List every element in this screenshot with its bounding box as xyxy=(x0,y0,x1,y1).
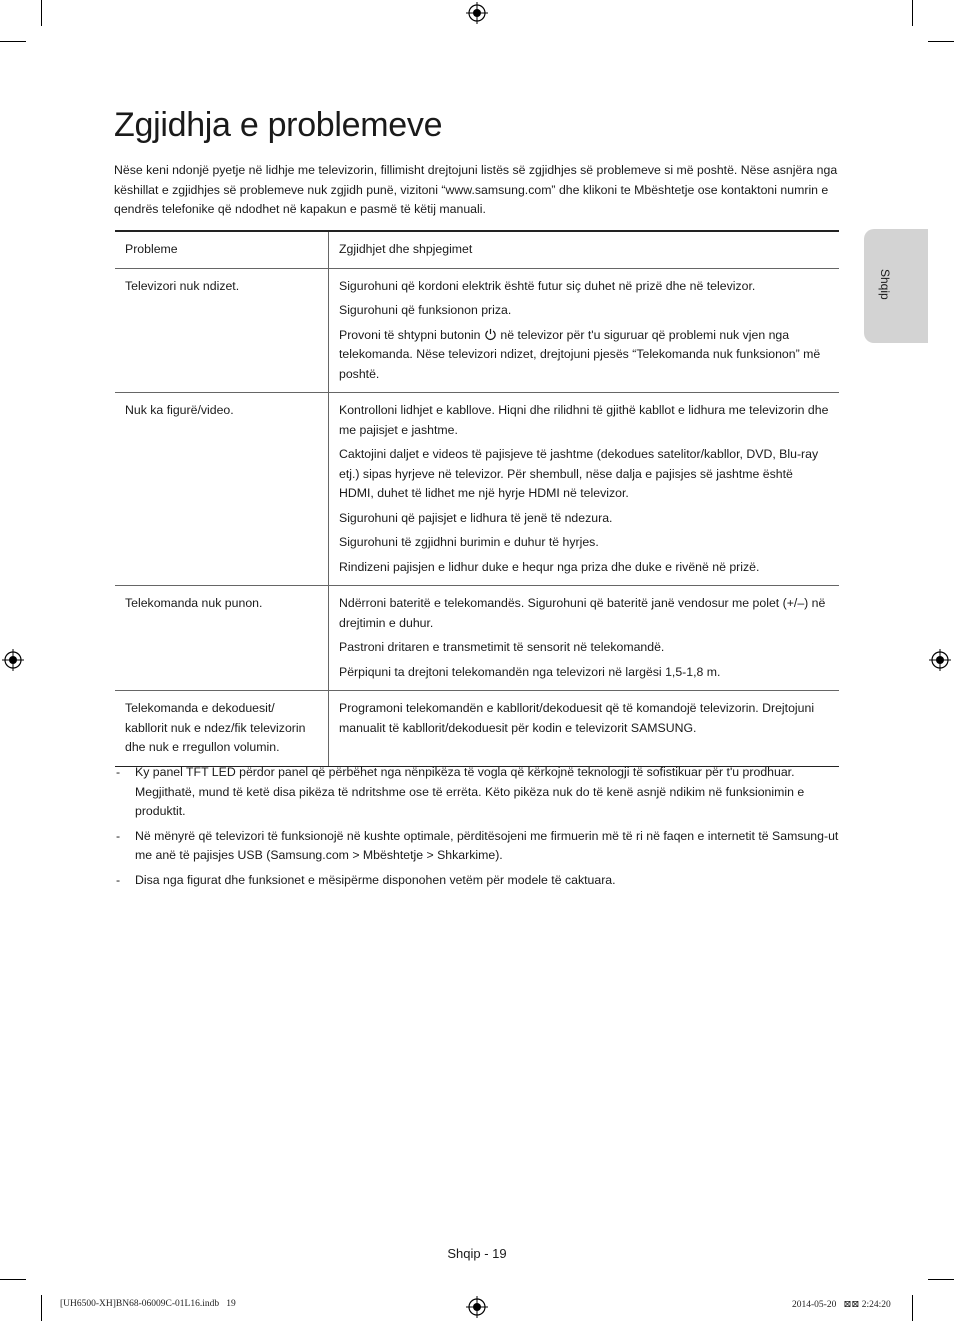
solutions-cell xyxy=(329,691,840,767)
solution-item: Sigurohuni që funksionon priza. xyxy=(339,303,512,317)
problem-cell: Telekomanda e dekoduesit/ kabllorit nuk e ndez/fik televizorin dhe nuk e rregullon volumin. xyxy=(115,691,329,767)
solution-item: Caktojini daljet e videos të pajisjeve të jashtme (dekodues satelitor/kabllor, DVD, Blu-ray etj.) sipas hyrjeve në televizor. Për shembull, nëse dalja e pajisjes së jashtme është HDMI, duhet të lidhet me një hyrje HDMI në televizor. xyxy=(339,447,819,500)
problem-cell: Televizori nuk ndizet. xyxy=(115,268,329,393)
column-header-solutions: Zgjidhjet dhe shpjegimet xyxy=(329,231,840,268)
side-tab-label: Shqip xyxy=(878,269,892,300)
language-side-tab xyxy=(864,229,928,343)
solution-item: Sigurohuni që kordoni elektrik është futur siç duhet në prizë dhe në televizor. xyxy=(339,278,756,293)
crop-mark xyxy=(41,0,42,26)
solution-item: Rindizeni pajisjen e lidhur duke e hequr nga priza dhe duke e rivënë në prizë. xyxy=(339,559,760,574)
table-header-row xyxy=(115,231,839,268)
intro-paragraph: Nëse keni ndonjë pyetje në lidhje me televizorin, fillimisht drejtojuni listës së zgjidhjes së problemeve si më poshtë. Nëse asnjëra nga këshillat e zgjidhjes së problemeve nuk zgjidh punë, vizitoni “www.samsung.com” dhe klikoni te Mbështetje ose kontaktoni numrin e qendrës telefonike që ndodhet në kapakun e pasmë të këtij manuali. xyxy=(114,163,838,216)
page-title: Zgjidhja e problemeve xyxy=(114,106,443,144)
page-number: Shqip - 19 xyxy=(447,1246,507,1261)
note-dash: - xyxy=(116,872,121,887)
crop-mark xyxy=(0,1279,26,1280)
footer-file-info: [UH6500-XH]BN68-06009C-01L16.indb 19 xyxy=(60,1299,236,1309)
table-row xyxy=(115,586,839,691)
solution-text: Provoni të shtypni butonin xyxy=(339,327,481,342)
solution-item: Sigurohuni të zgjidhni burimin e duhur të hyrjes. xyxy=(339,535,599,549)
list-item xyxy=(116,763,840,822)
crop-mark xyxy=(0,41,26,42)
list-item xyxy=(116,827,840,866)
power-icon xyxy=(484,328,497,341)
note-dash: - xyxy=(116,765,121,779)
solution-item: Programoni telekomandën e kabllorit/dekoduesit që të komandojë televizorin. Drejtojuni manualit të kabllorit/dekoduesit për kodin e televizorit SAMSUNG. xyxy=(339,701,815,735)
problem-cell: Telekomanda nuk punon. xyxy=(115,586,329,691)
table-row xyxy=(115,393,839,586)
list-item xyxy=(116,871,840,891)
registration-mark-icon xyxy=(466,2,488,24)
registration-mark-icon xyxy=(466,1296,488,1318)
note-text: Ky panel TFT LED përdor panel që përbëhet nga nënpikëza të vogla që kërkojnë teknologji të sofistikuar për t'u prodhuar. Megjithatë, mund të ketë disa pikëza të ndritshme ose të errëta. Këto pikëza nuk do të kenë asnjë ndikim në funksionimin e produktit. xyxy=(135,765,805,818)
solution-item xyxy=(339,326,829,385)
crop-mark xyxy=(928,41,954,42)
table-row xyxy=(115,691,839,767)
footer-timestamp: 2014-05-20 ⊠⊠ 2:24:20 xyxy=(792,1300,891,1310)
notes-list xyxy=(116,763,840,895)
crop-mark xyxy=(928,1279,954,1280)
solution-item: Pastroni dritaren e transmetimit të sensorit në telekomandë. xyxy=(339,640,665,654)
solution-item: Përpiquni ta drejtoni telekomandën nga televizori në largësi 1,5-1,8 m. xyxy=(339,664,721,679)
registration-mark-icon xyxy=(929,649,951,671)
solutions-cell xyxy=(329,586,840,691)
crop-mark xyxy=(912,0,913,26)
crop-mark xyxy=(41,1295,42,1321)
crop-mark xyxy=(912,1295,913,1321)
problem-cell: Nuk ka figurë/video. xyxy=(115,393,329,586)
note-text: Disa nga figurat dhe funksionet e mësipërme disponohen vetëm për modele të caktuara. xyxy=(135,872,616,887)
solution-item: Kontrolloni lidhjet e kabllove. Hiqni dhe rilidhni të gjithë kabllot e lidhura me televizorin dhe me pajisjet e jashtme. xyxy=(339,403,829,437)
solution-text: në televizor për t'u siguruar që problemi nuk vjen nga telekomanda. Nëse televizori ndizet, drejtojuni pjesës “Telekomanda nuk funksionon” më poshtë. xyxy=(339,327,821,381)
solution-item: Ndërroni bateritë e telekomandës. Sigurohuni që bateritë janë vendosur me polet (+/–) në drejtimin e duhur. xyxy=(339,596,826,630)
note-dash: - xyxy=(116,828,121,843)
registration-mark-icon xyxy=(2,649,24,671)
note-text: Në mënyrë që televizori të funksionojë në kushte optimale, përditësojeni me firmuerin më të ri në faqen e internetit të Samsung-ut me anë të pajisjes USB (Samsung.com > Mbështetje > Shkarkime). xyxy=(135,828,839,862)
solutions-cell xyxy=(329,268,840,393)
column-header-problem: Probleme xyxy=(115,231,329,268)
table-row xyxy=(115,268,839,393)
troubleshooting-table xyxy=(115,230,839,767)
solution-item: Sigurohuni që pajisjet e lidhura të jenë të ndezura. xyxy=(339,510,613,525)
solutions-cell xyxy=(329,393,840,586)
